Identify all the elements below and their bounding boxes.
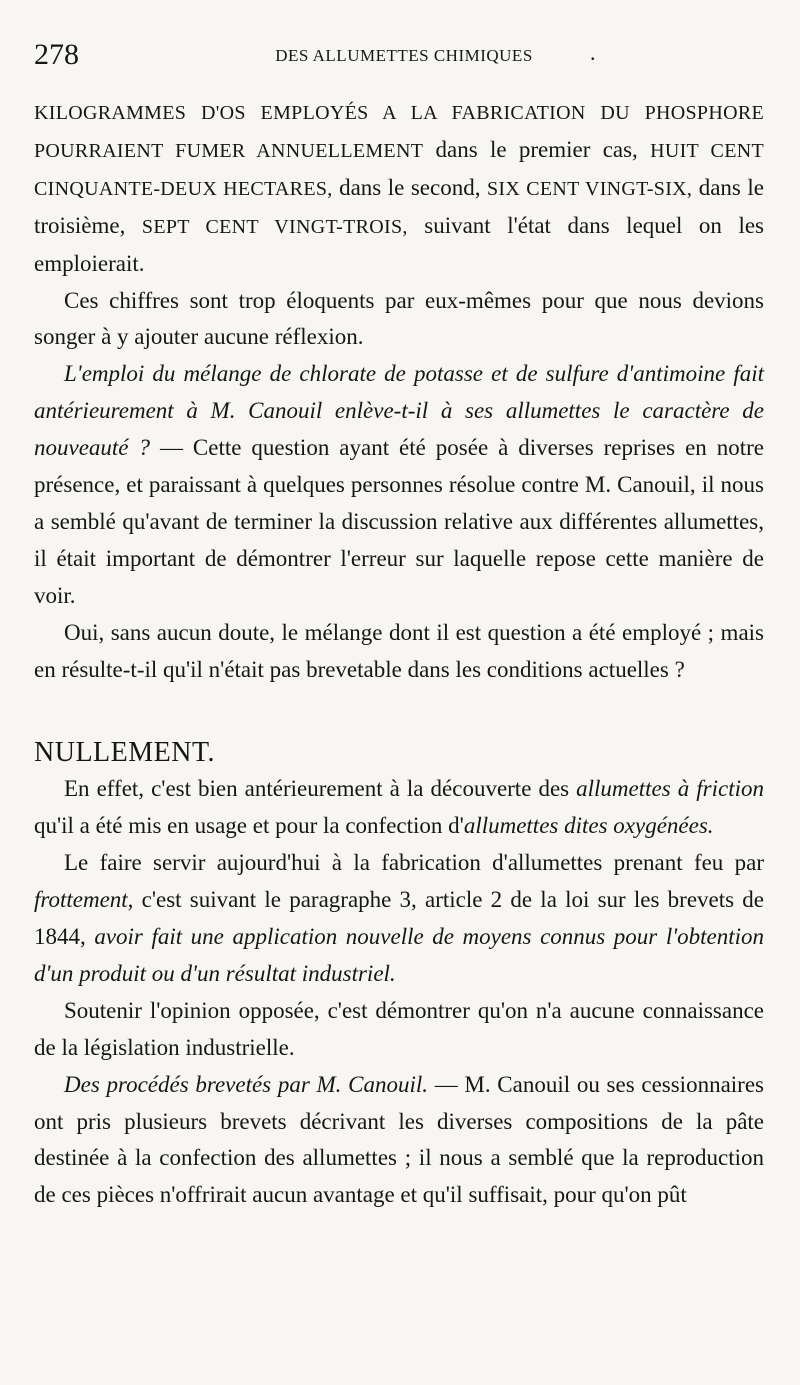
text-run: — Cette question ayant été posée à diverses reprises en notre présence, et paraissant à quelques personnes résolue contre M. Canouil, il nous a semblé qu'avant de terminer la discussion relative aux différentes allumettes, il était important de démontrer l'erreur sur laquelle repose cette manière de voir. xyxy=(34,435,765,608)
paragraph-4: Oui, sans aucun doute, le mélange dont il est question a été employé ; mais en résulte-t-il qu'il n'était pas brevetable dans les conditions actuelles ? xyxy=(34,619,764,682)
italic-lead: Des procédés brevetés par M. Canouil. xyxy=(64,1071,428,1097)
paragraph-1 xyxy=(34,94,764,283)
text-run: dans le premier cas, xyxy=(423,136,651,162)
text-run: c'est suivant le paragraphe 3, article 2 de la loi sur les brevets de 1844, xyxy=(34,887,764,950)
text-run: dans le second, xyxy=(332,174,487,200)
text-run: suivant l'état dans lequel on les emploierait. xyxy=(34,212,765,276)
text-run: qu'il a été mis en usage et pour la confection d' xyxy=(34,813,464,839)
paragraph-6 xyxy=(34,845,764,993)
section-heading: NULLEMENT. xyxy=(34,736,215,768)
running-head-mark: . xyxy=(590,40,596,65)
italic-text: avoir fait une application nouvelle de moyens connus pour l'obtention d'un produit ou d'un résultat industriel. xyxy=(34,924,765,986)
small-caps-text: SIX CENT VINGT-SIX, xyxy=(487,177,693,200)
italic-text: frottement, xyxy=(34,887,134,913)
text-run: En effet, c'est bien antérieurement à la découverte des xyxy=(64,776,577,802)
paragraph-3 xyxy=(34,356,764,614)
running-head: DES ALLUMETTES CHIMIQUES xyxy=(275,46,533,65)
paragraph-8 xyxy=(34,1067,764,1215)
text-run: dans le troisième, xyxy=(34,174,764,238)
paragraph-7: Soutenir l'opinion opposée, c'est démontrer qu'on n'a aucune connaissance de la législation industrielle. xyxy=(34,997,764,1060)
paragraph-5 xyxy=(34,771,764,845)
page-header xyxy=(34,38,774,78)
italic-text: allumettes à friction xyxy=(576,776,764,802)
text-run: — M. Canouil ou ses cessionnaires ont pris plusieurs brevets décrivant les diverses compositions de la pâte destinée à la confection des allumettes ; il nous a semblé que la reproduction de ces pièces n'offrirait aucun avantage et qu'il suffisait, pour qu'on pût xyxy=(34,1071,764,1208)
small-caps-text: HUIT CENT CINQUANTE-DEUX HECTARES, xyxy=(34,139,764,200)
italic-lead: L'emploi du mélange de chlorate de potasse et de sulfure d'antimoine fait antérieurement à M. Canouil enlève-t-il à ses allumettes le caractère de nouveauté ? xyxy=(34,361,764,461)
small-caps-text: SEPT CENT VINGT-TROIS, xyxy=(141,215,408,238)
italic-text: allumettes dites oxygénées. xyxy=(463,813,714,839)
body-text xyxy=(34,94,764,1214)
small-caps-text: KILOGRAMMES D'OS EMPLOYÉS A LA FABRICATION DU PHOSPHORE POURRAIENT FUMER ANNUELLEMENT xyxy=(34,102,764,162)
page-number: 278 xyxy=(34,38,79,71)
paragraph-2: Ces chiffres sont trop éloquents par eux-mêmes pour que nous devions songer à y ajouter aucune réflexion. xyxy=(34,287,764,350)
text-run: Le faire servir aujourd'hui à la fabrication d'allumettes prenant feu par xyxy=(64,850,764,876)
